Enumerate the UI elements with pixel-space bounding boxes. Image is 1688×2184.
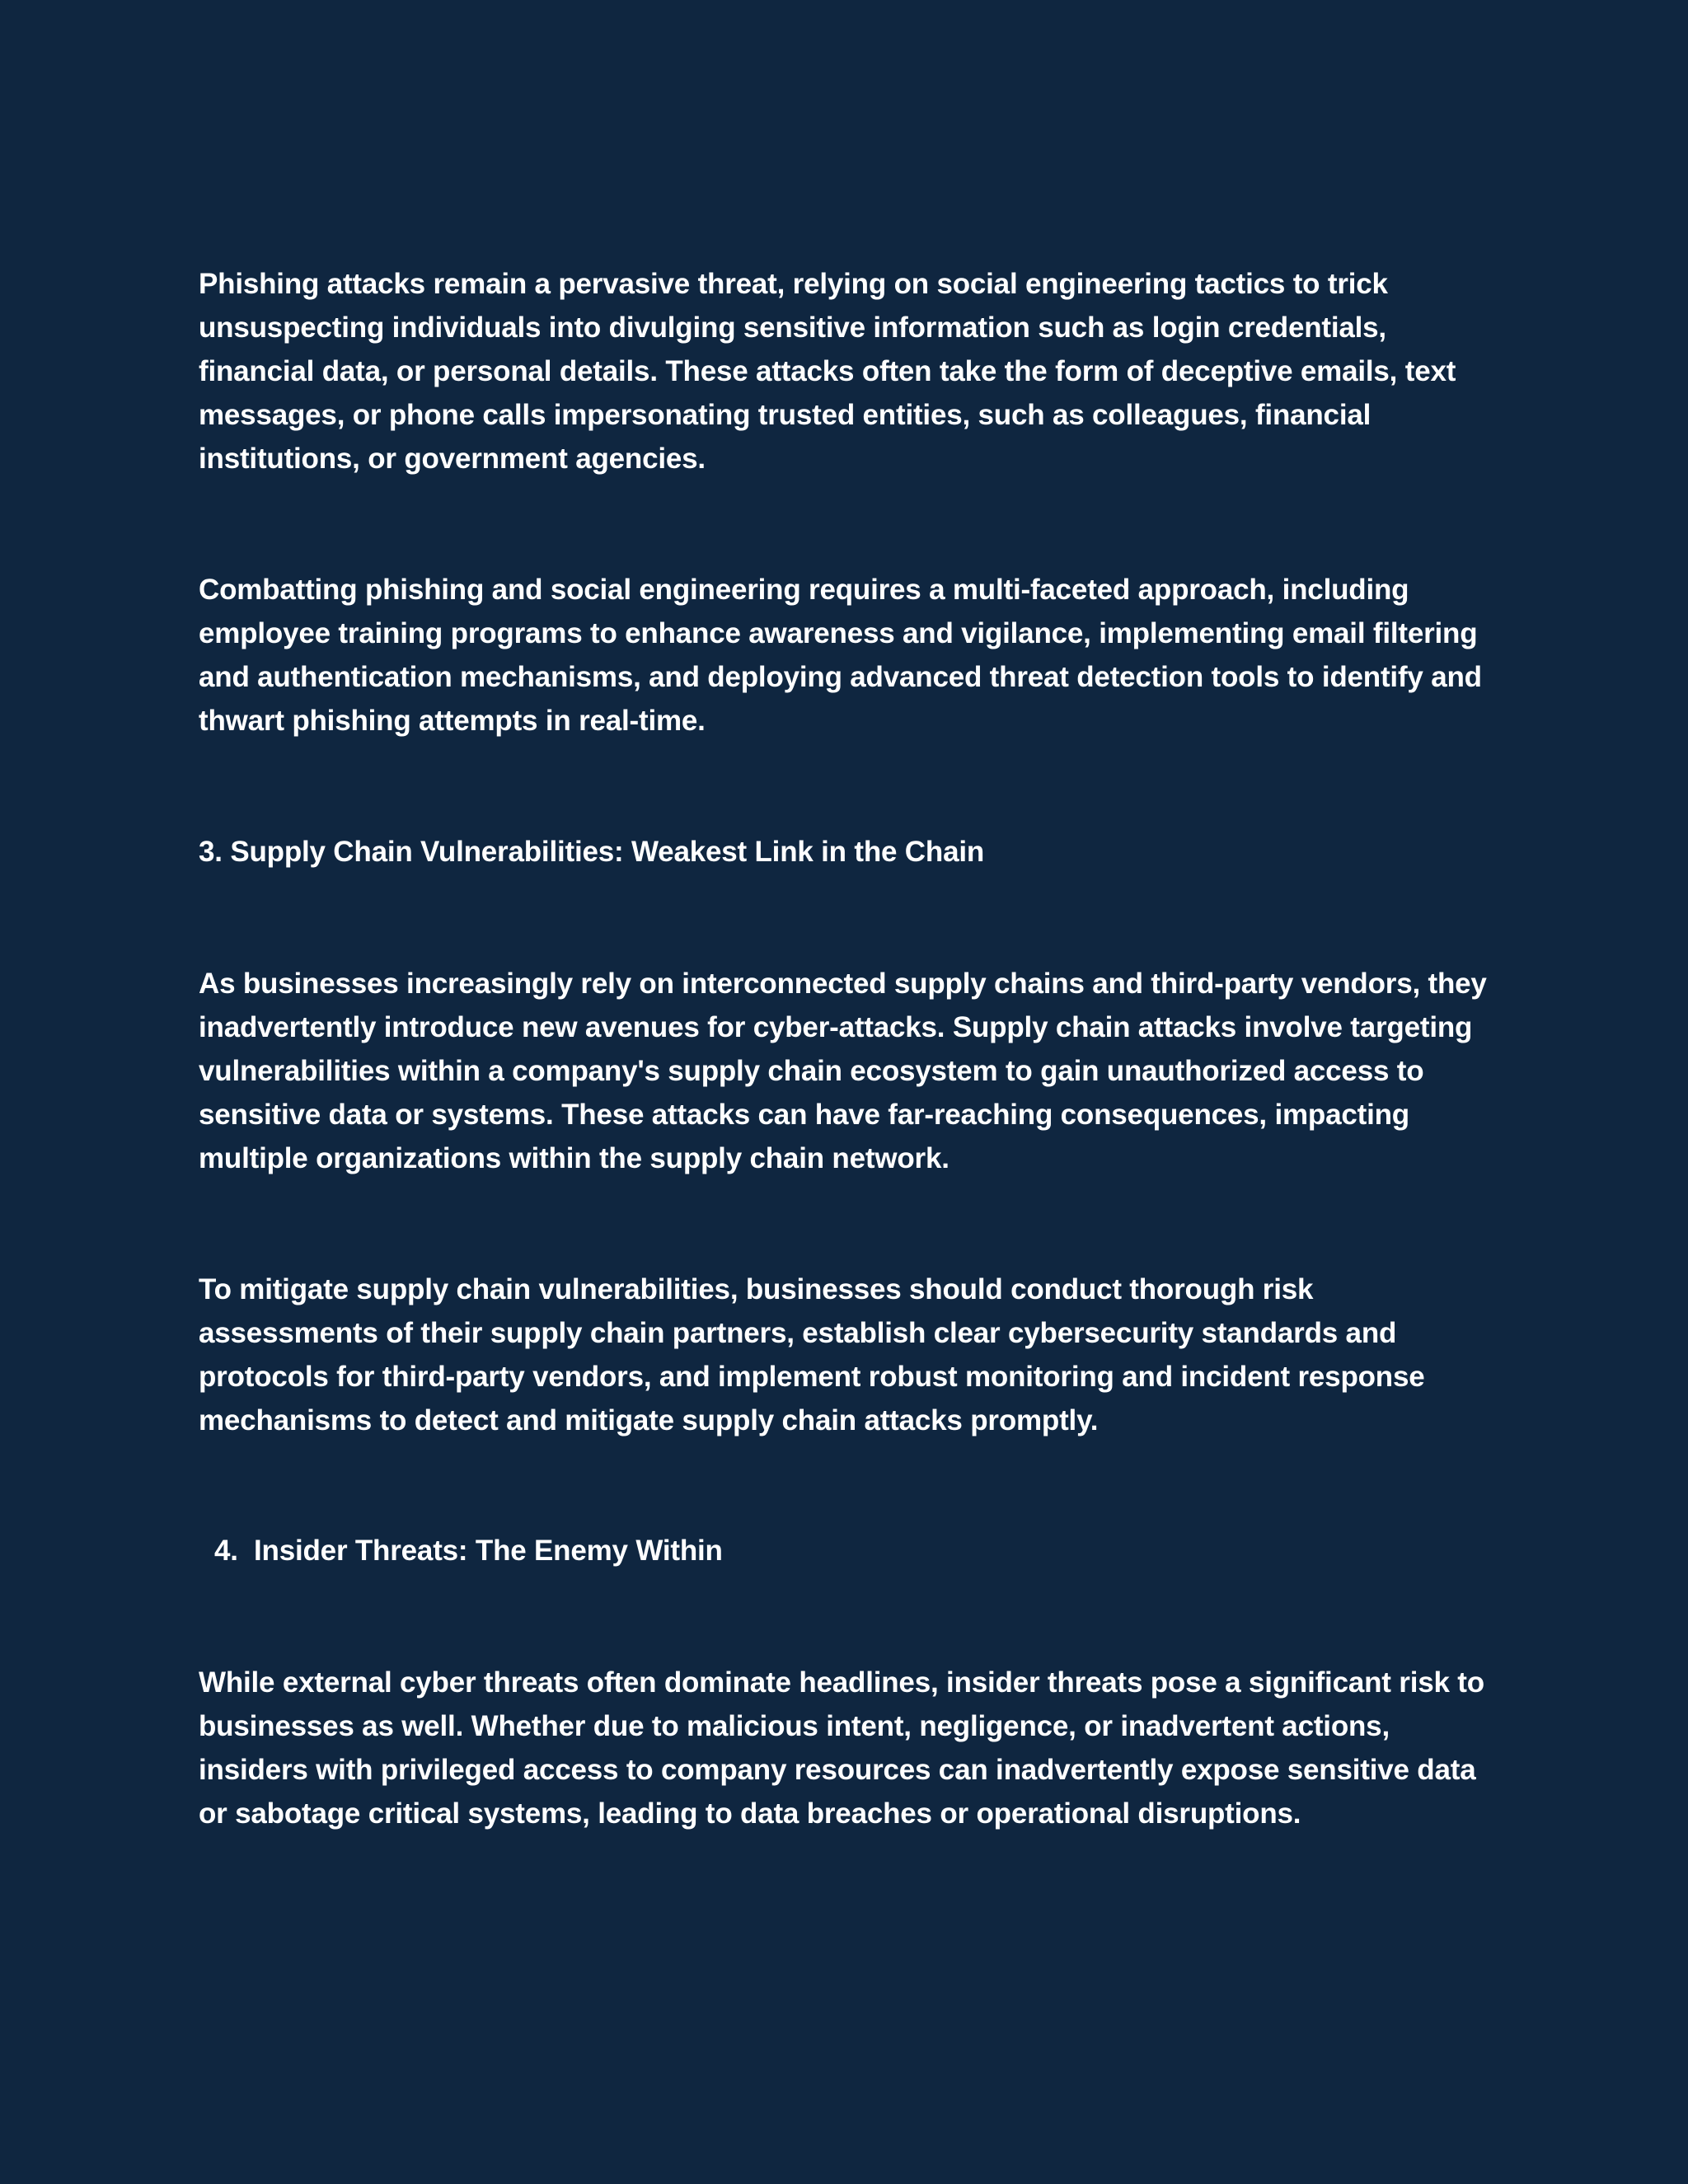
paragraph-insider-threats: While external cyber threats often dominate headlines, insider threats pose a significant risk to businesses as well. Whether due to malicious intent, negligence, or inadvertent actions, insiders with privileged access to company resources can inadvertently expose sensitive data or sabotage critical systems, leading to data breaches or operational disruptions.	[199, 1666, 1484, 1830]
paragraph-supply-chain-mitigation: To mitigate supply chain vulnerabilities, businesses should conduct thorough risk assessments of their supply chain partners, establish clear cybersecurity standards and protocols for third-party vendors, and implement robust monitoring and incident response mechanisms to detect and mitigate supply chain attacks promptly.	[199, 1273, 1425, 1436]
paragraph-supply-chain-threat: As businesses increasingly rely on interconnected supply chains and third-party vendors, they inadvertently introduce new avenues for cyber-attacks. Supply chain attacks involve targeting vulnerabilities within a company's supply chain ecosystem to gain unauthorized access to sensitive data or systems. These attacks can have far-reaching consequences, impacting multiple organizations within the supply chain network.	[199, 968, 1487, 1174]
section-heading-supply-chain: 3. Supply Chain Vulnerabilities: Weakest Link in the Chain	[199, 836, 985, 868]
list-number: 4.	[214, 1535, 238, 1567]
heading-text: Insider Threats: The Enemy Within	[254, 1535, 723, 1567]
paragraph-phishing-threat: Phishing attacks remain a pervasive threat, relying on social engineering tactics to trick unsuspecting individuals into divulging sensitive information such as login credentials, financial data, or personal details. These attacks often take the form of deceptive emails, text messages, or phone calls impersonating trusted entities, such as colleagues, financial institutions, or government agencies.	[199, 268, 1456, 475]
section-heading-insider-threats	[199, 1529, 1493, 1572]
paragraph-phishing-mitigation: Combatting phishing and social engineering requires a multi-faceted approach, including employee training programs to enhance awareness and vigilance, implementing email filtering and authentication mechanisms, and deploying advanced threat detection tools to identify and thwart phishing attempts in real-time.	[199, 574, 1482, 737]
